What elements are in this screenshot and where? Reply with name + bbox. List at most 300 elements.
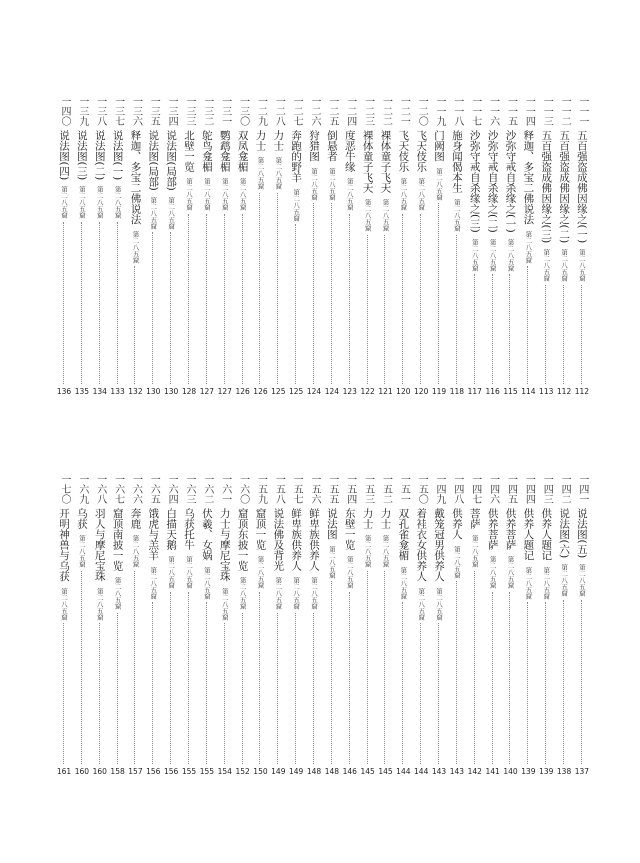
page-number: 149 — [271, 767, 286, 776]
plate-number: 一五三 — [362, 474, 374, 504]
dotted-leader — [527, 602, 529, 764]
cave-number: 第二八五窟 — [95, 587, 104, 620]
plate-title: 释迦、多宝二佛说法 — [129, 130, 142, 225]
page-number: 156 — [164, 767, 179, 776]
plate-title: 力士 — [272, 130, 285, 151]
plate-title: 飞天伎乐 — [397, 130, 410, 172]
plate-number: 一六八 — [94, 474, 106, 504]
page-number: 125 — [289, 387, 304, 396]
cave-number: 第二八五窟 — [274, 577, 283, 610]
toc-entry — [362, 474, 374, 776]
toc-entry — [487, 474, 499, 776]
dotted-leader — [313, 613, 315, 765]
toc-entry — [379, 474, 391, 776]
plate-title: 开明神兽与乌获 — [58, 508, 70, 582]
cave-number: 第二八五窟 — [167, 556, 176, 589]
plate-number: 一二七 — [291, 96, 303, 126]
plate-number: 一四五 — [505, 474, 517, 504]
cave-number: 第二八五窟 — [488, 238, 497, 272]
page-number: 115 — [503, 387, 518, 396]
plate-title: 力士 — [254, 130, 267, 151]
page-number: 155 — [181, 767, 197, 776]
toc-entry — [165, 474, 177, 776]
toc-entry — [433, 96, 445, 396]
plate-title: 窟顶一览 — [254, 508, 267, 550]
page-number: 137 — [574, 767, 590, 776]
dotted-leader — [224, 623, 226, 764]
cave-number: 第二八五窟 — [381, 199, 390, 232]
page-number: 155 — [199, 767, 215, 776]
toc-entry — [308, 474, 320, 776]
plate-title: 乌获托牛 — [183, 508, 196, 550]
page-number: 117 — [467, 387, 482, 396]
dotted-leader — [242, 613, 244, 765]
page-number: 127 — [199, 387, 215, 396]
plate-number: 一一四 — [523, 96, 535, 126]
page-number: 142 — [467, 767, 482, 776]
plate-number: 一一八 — [451, 96, 463, 126]
cave-number: 第二八五窟 — [113, 186, 122, 219]
toc-entry — [522, 474, 534, 776]
cave-number: 第二八五窟 — [149, 196, 158, 230]
toc-entry — [469, 474, 481, 776]
page-number: 161 — [56, 767, 72, 776]
toc-entry — [558, 474, 570, 776]
plate-number: 一三五 — [148, 96, 160, 126]
toc-entry — [344, 96, 356, 396]
plate-title: 供养人 — [450, 508, 463, 540]
plate-number: 一三八 — [94, 96, 106, 126]
toc-entry — [540, 474, 552, 776]
plate-title: 五百强盗成佛因缘之(二) — [558, 130, 571, 244]
plate-number: 一二一 — [398, 96, 410, 126]
page-number: 143 — [431, 767, 447, 776]
dotted-leader — [456, 235, 458, 385]
dotted-leader — [581, 285, 583, 384]
plate-title: 力士 — [361, 508, 374, 529]
dotted-leader — [81, 571, 83, 765]
toc-block-top — [58, 96, 588, 396]
page-number: 149 — [289, 767, 304, 776]
plate-number: 一二三 — [362, 96, 374, 126]
cave-number: 第二八五窟 — [256, 556, 265, 589]
plate-title: 沙弥守戒自杀缘之(一) — [504, 130, 517, 233]
page-number: 122 — [360, 387, 375, 396]
dotted-leader — [277, 613, 279, 765]
page-number: 120 — [414, 387, 429, 396]
plate-number: 一六〇 — [237, 474, 249, 504]
plate-title: 狩猎图 — [308, 130, 321, 162]
cave-number: 第二八五窟 — [399, 178, 408, 211]
plate-title: 施身闻偈本生 — [450, 130, 463, 193]
page-number: 145 — [360, 767, 375, 776]
cave-number: 第二八五窟 — [167, 196, 176, 230]
plate-number: 一五七 — [291, 474, 303, 504]
plate-title: 东壁一览 — [343, 508, 356, 550]
dotted-leader — [63, 623, 65, 764]
cave-number: 第二八五窟 — [131, 535, 140, 568]
cave-number: 第二八五窟 — [399, 566, 408, 599]
plate-number: 一四二 — [559, 474, 571, 504]
plate-title: 说法图(五) — [575, 508, 588, 559]
plate-title: 五百强盗成佛因缘之(三) — [540, 130, 553, 244]
plate-title: 伏羲、女娲 — [200, 508, 213, 561]
dotted-leader — [474, 274, 476, 384]
cave-number: 第二八五窟 — [381, 535, 390, 568]
cave-number: 第二八五窟 — [292, 577, 301, 610]
page-number: 126 — [253, 387, 268, 396]
toc-entry — [58, 96, 70, 396]
cave-number: 第二八五窟 — [310, 577, 319, 610]
plate-number: 一七〇 — [59, 474, 70, 504]
toc-entry — [94, 474, 106, 776]
toc-entry — [397, 96, 409, 396]
dotted-leader — [367, 235, 369, 385]
page-number: 130 — [146, 387, 161, 396]
dotted-leader — [492, 592, 494, 765]
plate-title: 裸体童子飞天 — [379, 130, 392, 193]
cave-number: 第二八五窟 — [202, 178, 211, 211]
plate-number: 一一七 — [469, 96, 481, 126]
toc-entry — [558, 96, 570, 396]
cave-number: 第二八五窟 — [220, 178, 229, 211]
plate-number: 一一三 — [541, 96, 553, 126]
page-number: 139 — [521, 767, 536, 776]
cave-number: 第二八五窟 — [345, 556, 354, 589]
plate-number: 一一六 — [487, 96, 499, 126]
page-number: 154 — [217, 767, 232, 776]
dotted-leader — [384, 571, 386, 765]
plate-number: 一二八 — [273, 96, 285, 126]
toc-entry — [415, 96, 427, 396]
toc-entry — [272, 474, 284, 776]
toc-entry — [576, 96, 588, 396]
plate-title: 羽人与摩尼宝珠 — [93, 508, 106, 582]
page-number: 125 — [271, 387, 286, 396]
page-number: 136 — [56, 387, 72, 396]
page-number: 141 — [485, 767, 500, 776]
toc-entry — [112, 474, 124, 776]
cave-number: 第二八五窟 — [435, 587, 444, 620]
toc-entry — [219, 96, 231, 396]
dotted-leader — [152, 232, 154, 384]
page-number: 128 — [181, 387, 197, 396]
toc-entry — [326, 96, 338, 396]
plate-title: 说法图(一) — [111, 130, 124, 181]
toc-entry — [344, 474, 356, 776]
cave-number: 第二八五窟 — [506, 238, 515, 272]
page-number: 127 — [217, 387, 232, 396]
toc-entry — [469, 96, 481, 396]
dotted-leader — [331, 203, 333, 384]
cave-number: 第二八五窟 — [452, 199, 461, 232]
dotted-leader — [509, 592, 511, 765]
cave-number: 第二八五窟 — [310, 167, 319, 200]
toc-entry — [147, 96, 159, 396]
plate-number: 一四八 — [451, 474, 463, 504]
cave-number: 第二八五窟 — [452, 545, 461, 578]
plate-title: 奔跑的野羊 — [290, 130, 303, 183]
dotted-leader — [438, 623, 440, 764]
cave-number: 第二八五窟 — [131, 230, 140, 263]
dotted-leader — [474, 571, 476, 765]
dotted-leader — [384, 235, 386, 385]
cave-number: 第二八五窟 — [149, 566, 158, 599]
cave-number: 第二八五窟 — [435, 167, 444, 200]
page-number: 150 — [253, 767, 268, 776]
toc-entry — [58, 474, 70, 776]
plate-title: 白描天鹅 — [165, 508, 178, 550]
cave-number: 第二八五窟 — [488, 556, 497, 589]
plate-title: 供养人题记 — [522, 508, 535, 561]
cave-number: 第二八五窟 — [202, 566, 211, 599]
dotted-leader — [563, 600, 565, 764]
cave-number: 第二八五窟 — [77, 535, 86, 568]
cave-number: 第二八五窟 — [274, 157, 283, 190]
plate-number: 一二六 — [309, 96, 321, 126]
plate-number: 一三一 — [219, 96, 231, 126]
toc-entry — [522, 96, 534, 396]
toc-entry — [415, 474, 427, 776]
plate-number: 一五六 — [309, 474, 321, 504]
dotted-leader — [402, 214, 404, 385]
page-number: 119 — [431, 387, 447, 396]
toc-entry — [451, 474, 463, 776]
dotted-leader — [295, 224, 297, 384]
plate-number: 一二二 — [380, 96, 392, 126]
toc-entry — [290, 96, 302, 396]
dotted-leader — [81, 222, 83, 384]
plate-title: 鹦鹉龛楣 — [218, 130, 231, 172]
toc-entry — [76, 474, 88, 776]
cave-number: 第二八五窟 — [524, 566, 533, 599]
page-number: 160 — [92, 767, 107, 776]
plate-number: 一五一 — [398, 474, 410, 504]
toc-entry — [94, 96, 106, 396]
dotted-leader — [259, 193, 261, 385]
toc-entry — [201, 474, 213, 776]
plate-number: 一六七 — [112, 474, 124, 504]
toc-entry — [290, 474, 302, 776]
toc-entry — [254, 474, 266, 776]
plate-title: 说法图(局部) — [147, 130, 160, 191]
plate-title: 窟顶东披一览 — [236, 508, 249, 571]
cave-number: 第二八五窟 — [327, 167, 336, 200]
cave-number: 第二八五窟 — [60, 186, 68, 219]
cave-number: 第二八五窟 — [238, 577, 247, 610]
cave-number: 第二八五窟 — [327, 545, 336, 578]
page-number: 120 — [396, 387, 411, 396]
cave-number: 第二八五窟 — [577, 564, 586, 597]
cave-number: 第二八五窟 — [577, 249, 586, 282]
plate-number: 一六九 — [76, 474, 88, 504]
plate-title: 菩萨 — [468, 508, 481, 529]
plate-number: 一三〇 — [237, 96, 249, 126]
toc-entry — [397, 474, 409, 776]
plate-title: 鲜卑族供养人 — [308, 508, 321, 571]
dotted-leader — [206, 602, 208, 764]
plate-number: 一三二 — [201, 96, 213, 126]
page-number: 121 — [378, 387, 393, 396]
dotted-leader — [242, 214, 244, 385]
dotted-leader — [206, 214, 208, 385]
dotted-leader — [117, 613, 119, 765]
cave-number: 第二八五窟 — [185, 178, 194, 211]
dotted-leader — [563, 285, 565, 384]
page-number: 124 — [324, 387, 340, 396]
cave-number: 第二八五窟 — [560, 249, 569, 282]
cave-number: 第二八五窟 — [113, 577, 122, 610]
plate-title: 双凤龛楣 — [236, 130, 249, 172]
page-number: 123 — [342, 387, 357, 396]
toc-entry — [504, 96, 516, 396]
page-number: 148 — [324, 767, 340, 776]
page-number: 148 — [306, 767, 322, 776]
plate-number: 一五五 — [326, 474, 338, 504]
plate-title: 乌获 — [75, 508, 88, 529]
dotted-leader — [117, 222, 119, 384]
plate-title: 戴笼冠男供养人 — [433, 508, 446, 582]
toc-block-bottom — [58, 474, 588, 776]
cave-number: 第二八五窟 — [470, 238, 479, 272]
plate-title: 飞天伎乐 — [415, 130, 428, 172]
plate-title: 五百强盗成佛因缘之(一) — [575, 130, 588, 244]
page-number: 130 — [164, 387, 179, 396]
dotted-leader — [581, 600, 583, 764]
plate-title: 奔鹿 — [129, 508, 142, 529]
plate-title: 说法图(三) — [75, 130, 88, 181]
plate-number: 一三三 — [184, 96, 196, 126]
dotted-leader — [420, 214, 422, 385]
toc-entry — [183, 474, 195, 776]
plate-number: 一三九 — [76, 96, 88, 126]
page-number: 116 — [485, 387, 500, 396]
dotted-leader — [438, 203, 440, 384]
plate-title: 说法佛及背光 — [272, 508, 285, 571]
cave-number: 第二八五窟 — [417, 587, 426, 620]
cave-number: 第二八五窟 — [256, 157, 265, 190]
dotted-leader — [545, 602, 547, 764]
plate-title: 说法图 — [325, 508, 338, 540]
plate-title: 裸体童子飞天 — [361, 130, 374, 193]
page-number: 138 — [556, 767, 572, 776]
plate-title: 供养人题记 — [540, 508, 553, 561]
cave-number: 第二八五窟 — [506, 556, 515, 589]
plate-number: 一六二 — [201, 474, 213, 504]
page-number: 156 — [146, 767, 161, 776]
toc-entry — [237, 96, 249, 396]
plate-number: 一四六 — [487, 474, 499, 504]
plate-title: 沙弥守戒自杀缘之(三) — [468, 130, 481, 233]
toc-entry — [112, 96, 124, 396]
plate-title: 供养菩萨 — [504, 508, 517, 550]
dotted-leader — [170, 232, 172, 384]
cave-number: 第二八五窟 — [417, 178, 426, 211]
toc-entry — [219, 474, 231, 776]
plate-number: 一五二 — [380, 474, 392, 504]
plate-title: 释迦、多宝二佛说法 — [522, 130, 535, 225]
plate-title: 供养菩萨 — [486, 508, 499, 550]
cave-number: 第二八五窟 — [292, 188, 301, 221]
toc-entry — [576, 474, 588, 776]
plate-title: 鲜卑族供养人 — [290, 508, 303, 571]
toc-entry — [326, 474, 338, 776]
dotted-leader — [134, 571, 136, 765]
plate-number: 一三四 — [166, 96, 178, 126]
plate-number: 一二九 — [255, 96, 267, 126]
page-number: 112 — [556, 387, 572, 396]
toc-entry — [183, 96, 195, 396]
plate-number: 一一二 — [559, 96, 571, 126]
plate-number: 一五〇 — [416, 474, 428, 504]
toc-entry — [540, 96, 552, 396]
toc-entry — [201, 96, 213, 396]
toc-entry — [129, 474, 141, 776]
page-number: 134 — [92, 387, 107, 396]
dotted-leader — [170, 592, 172, 765]
cave-number: 第二八五窟 — [60, 587, 68, 620]
plate-title: 力士 — [379, 508, 392, 529]
dotted-leader — [349, 214, 351, 385]
toc-entry — [129, 96, 141, 396]
toc-entry — [254, 96, 266, 396]
toc-entry — [504, 474, 516, 776]
dotted-leader — [367, 571, 369, 765]
plate-number: 一六四 — [166, 474, 178, 504]
plate-number: 一二〇 — [416, 96, 428, 126]
page-number: 132 — [128, 387, 143, 396]
cave-number: 第二八五窟 — [345, 178, 354, 211]
page-number: 152 — [235, 767, 250, 776]
page-number: 160 — [74, 767, 90, 776]
cave-number: 第二八五窟 — [470, 535, 479, 568]
dotted-leader — [134, 266, 136, 384]
plate-number: 一三六 — [130, 96, 142, 126]
plate-title: 门阙图 — [433, 130, 446, 162]
page-number: 139 — [539, 767, 554, 776]
plate-title: 北壁一览 — [183, 130, 196, 172]
plate-title: 双孔雀龛楣 — [397, 508, 410, 561]
page-number: 144 — [396, 767, 411, 776]
plate-number: 一五四 — [344, 474, 356, 504]
plate-title: 饿虎与羔羊 — [147, 508, 160, 561]
toc-entry — [379, 96, 391, 396]
plate-title: 力士与摩尼宝珠 — [218, 508, 231, 582]
cave-number: 第二八五窟 — [185, 556, 194, 589]
plate-number: 一四三 — [541, 474, 553, 504]
page-number: 113 — [539, 387, 554, 396]
toc-entry — [362, 96, 374, 396]
plate-number: 一六三 — [184, 474, 196, 504]
dotted-leader — [545, 285, 547, 384]
cave-number: 第二八五窟 — [560, 564, 569, 597]
toc-entry — [487, 96, 499, 396]
cave-number: 第二八五窟 — [220, 587, 229, 620]
cave-number: 第二八五窟 — [238, 178, 247, 211]
page-number: 143 — [449, 767, 465, 776]
plate-title: 鸵鸟龛楣 — [200, 130, 213, 172]
dotted-leader — [295, 613, 297, 765]
cave-number: 第二八五窟 — [542, 249, 551, 282]
dotted-leader — [509, 274, 511, 384]
dotted-leader — [313, 203, 315, 384]
toc-entry — [165, 96, 177, 396]
toc-entry — [272, 96, 284, 396]
plate-title: 沙弥守戒自杀缘之(二) — [486, 130, 499, 233]
dotted-leader — [277, 193, 279, 385]
plate-number: 一二五 — [326, 96, 338, 126]
toc-entry — [451, 96, 463, 396]
